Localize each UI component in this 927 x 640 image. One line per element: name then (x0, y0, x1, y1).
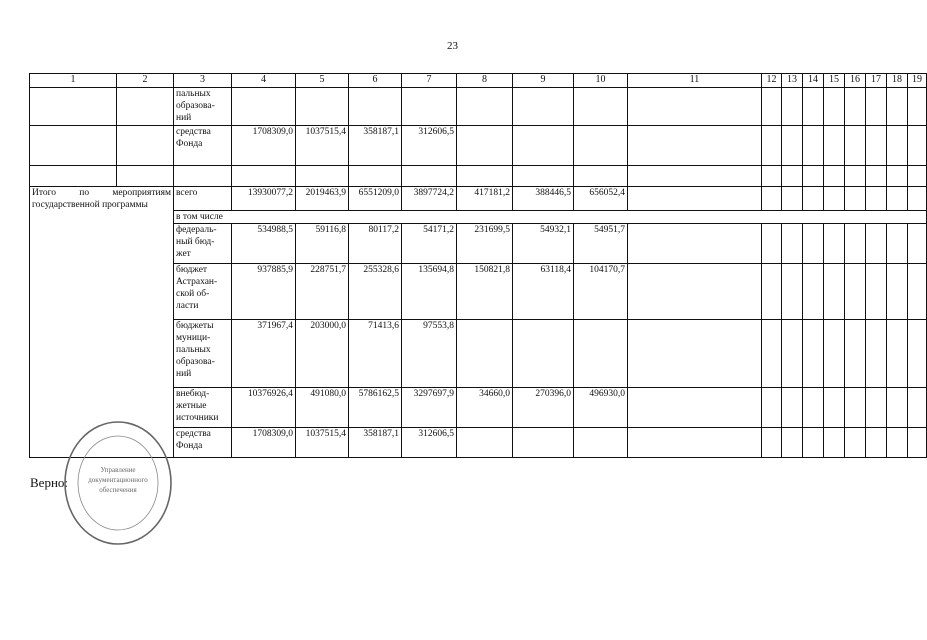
value-cell (402, 88, 457, 126)
column-header: 19 (908, 74, 927, 88)
value-cell: 71413,6 (349, 320, 402, 388)
column-header: 4 (232, 74, 296, 88)
source-label: всего (174, 187, 232, 211)
value-cell (574, 88, 628, 126)
value-cell (513, 88, 574, 126)
value-cell (457, 126, 513, 166)
value-cell (574, 428, 628, 458)
value-cell: 34660,0 (457, 388, 513, 428)
value-cell: 270396,0 (513, 388, 574, 428)
value-cell: 231699,5 (457, 224, 513, 264)
value-cell: 371967,4 (232, 320, 296, 388)
value-cell: 491080,0 (296, 388, 349, 428)
value-cell: 63118,4 (513, 264, 574, 320)
value-cell: 228751,7 (296, 264, 349, 320)
value-cell (457, 88, 513, 126)
program-total-label: Итого по мероприятиям государственной программы (30, 187, 174, 458)
column-header: 6 (349, 74, 402, 88)
value-cell: 3297697,9 (402, 388, 457, 428)
column-header: 11 (628, 74, 762, 88)
value-cell: 104170,7 (574, 264, 628, 320)
value-cell: 3897724,2 (402, 187, 457, 211)
value-cell: 358187,1 (349, 428, 402, 458)
source-label: средства Фонда (174, 126, 232, 166)
value-cell: 135694,8 (402, 264, 457, 320)
value-cell: 2019463,9 (296, 187, 349, 211)
column-header: 16 (845, 74, 866, 88)
value-cell: 312606,5 (402, 126, 457, 166)
value-cell: 59116,8 (296, 224, 349, 264)
official-stamp (62, 418, 174, 548)
verno-label: Верно: (30, 475, 69, 490)
value-cell: 97553,8 (402, 320, 457, 388)
value-cell (457, 320, 513, 388)
value-cell: 10376926,4 (232, 388, 296, 428)
source-label: бюджеты муници- пальных образова- ний (174, 320, 232, 388)
value-cell (513, 126, 574, 166)
value-cell (349, 88, 402, 126)
table-gap-row (30, 166, 927, 187)
svg-text:документационного: документационного (88, 476, 148, 484)
value-cell: 203000,0 (296, 320, 349, 388)
table-row (30, 88, 927, 126)
column-header: 13 (782, 74, 803, 88)
column-header: 8 (457, 74, 513, 88)
column-header: 14 (803, 74, 824, 88)
column-header: 15 (824, 74, 845, 88)
source-label: бюджет Астрахан- ской об- ласти (174, 264, 232, 320)
value-cell: 1708309,0 (232, 126, 296, 166)
value-cell: 534988,5 (232, 224, 296, 264)
column-header: 12 (762, 74, 782, 88)
value-cell: 358187,1 (349, 126, 402, 166)
column-header: 3 (174, 74, 232, 88)
column-header: 1 (30, 74, 117, 88)
value-cell: 1708309,0 (232, 428, 296, 458)
total-row (30, 187, 927, 211)
value-cell (513, 428, 574, 458)
column-header: 17 (866, 74, 887, 88)
value-cell: 13930077,2 (232, 187, 296, 211)
value-cell (457, 428, 513, 458)
source-label: внебюд- жетные источники (174, 388, 232, 428)
column-header: 10 (574, 74, 628, 88)
column-header: 2 (117, 74, 174, 88)
value-cell: 54171,2 (402, 224, 457, 264)
value-cell: 54951,7 (574, 224, 628, 264)
value-cell: 1037515,4 (296, 126, 349, 166)
value-cell: 54932,1 (513, 224, 574, 264)
column-header: 18 (887, 74, 908, 88)
value-cell: 937885,9 (232, 264, 296, 320)
source-label: средства Фонда (174, 428, 232, 458)
value-cell: 150821,8 (457, 264, 513, 320)
value-cell: 656052,4 (574, 187, 628, 211)
value-cell (232, 88, 296, 126)
source-label: федераль- ный бюд- жет (174, 224, 232, 264)
value-cell: 388446,5 (513, 187, 574, 211)
value-cell: 312606,5 (402, 428, 457, 458)
svg-text:обеспечения: обеспечения (99, 486, 137, 494)
value-cell (296, 88, 349, 126)
column-number-row (30, 74, 927, 88)
column-header: 7 (402, 74, 457, 88)
column-header: 5 (296, 74, 349, 88)
value-cell: 255328,6 (349, 264, 402, 320)
table-row (30, 126, 927, 166)
value-cell: 80117,2 (349, 224, 402, 264)
value-cell: 1037515,4 (296, 428, 349, 458)
source-label: пальных образова- ний (174, 88, 232, 126)
column-header: 9 (513, 74, 574, 88)
value-cell: 6551209,0 (349, 187, 402, 211)
value-cell: 496930,0 (574, 388, 628, 428)
value-cell (513, 320, 574, 388)
program-budget-table (29, 73, 927, 458)
page-number: 23 (447, 40, 458, 52)
value-cell: 5786162,5 (349, 388, 402, 428)
including-label: в том числе (174, 211, 927, 224)
value-cell (574, 126, 628, 166)
svg-text:Управление: Управление (100, 466, 136, 474)
value-cell (574, 320, 628, 388)
value-cell: 417181,2 (457, 187, 513, 211)
